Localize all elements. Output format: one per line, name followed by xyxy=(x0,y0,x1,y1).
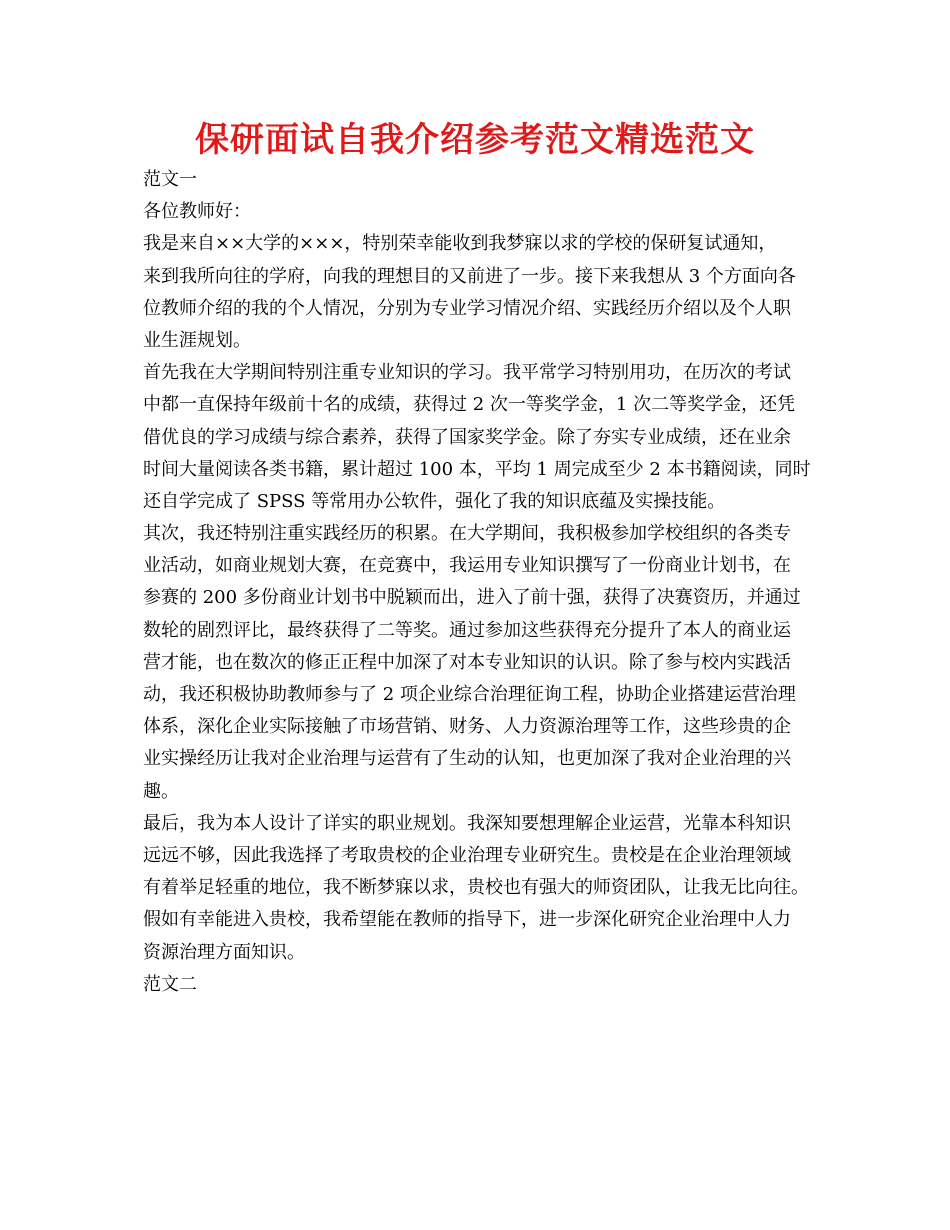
text-line: 趣。 xyxy=(143,780,179,802)
text-line: 最后，我为本人设计了详实的职业规划。我深知要想理解企业运营，光靠本科知识 xyxy=(143,812,791,834)
text-line: 我是来自××大学的×××，特别荣幸能收到我梦寐以求的学校的保研复试通知， xyxy=(143,233,777,255)
text-line: 时间大量阅读各类书籍，累计超过 100 本，平均 1 周完成至少 2 本书籍阅读，同时 xyxy=(143,458,811,480)
text-line: 有着举足轻重的地位，我不断梦寐以求，贵校也有强大的师资团队，让我无比向往。 xyxy=(143,877,809,899)
document-body xyxy=(143,164,833,1001)
document-title: 保研面试自我介绍参考范文精选范文 xyxy=(195,120,755,160)
text-line: 首先我在大学期间特别注重专业知识的学习。我平常学习特别用功，在历次的考试 xyxy=(143,362,791,384)
text-line: 远远不够，因此我选择了考取贵校的企业治理专业研究生。贵校是在企业治理领域 xyxy=(143,844,791,866)
text-line: 中都一直保持年级前十名的成绩，获得过 2 次一等奖学金，1 次二等奖学金，还凭 xyxy=(143,394,796,416)
text-line: 来到我所向往的学府，向我的理想目的又前进了一步。接下来我想从 3 个方面向各 xyxy=(143,265,796,287)
text-line: 范文一 xyxy=(143,169,197,190)
text-line: 业实操经历让我对企业治理与运营有了生动的认知，也更加深了我对企业治理的兴 xyxy=(143,748,791,770)
text-line: 其次，我还特别注重实践经历的积累。在大学期间，我积极参加学校组织的各类专 xyxy=(143,523,791,545)
text-line: 业生涯规划。 xyxy=(143,329,251,351)
text-line: 体系，深化企业实际接触了市场营销、财务、人力资源治理等工作，这些珍贵的企 xyxy=(143,716,791,738)
text-line: 范文二 xyxy=(143,973,197,995)
text-line: 假如有幸能进入贵校，我希望能在教师的指导下，进一步深化研究企业治理中人力 xyxy=(143,909,791,931)
text-line: 位教师介绍的我的个人情况，分别为专业学习情况介绍、实践经历介绍以及个人职 xyxy=(143,297,791,319)
text-line: 各位教师好： xyxy=(143,201,251,223)
text-line: 借优良的学习成绩与综合素养，获得了国家奖学金。除了夯实专业成绩，还在业余 xyxy=(143,426,791,448)
text-line: 资源治理方面知识。 xyxy=(143,941,305,963)
text-line: 业活动，如商业规划大赛，在竞赛中，我运用专业知识撰写了一份商业计划书，在 xyxy=(143,555,791,577)
text-line: 数轮的剧烈评比，最终获得了二等奖。通过参加这些获得充分提升了本人的商业运 xyxy=(143,619,791,641)
text-line: 营才能，也在数次的修正正程中加深了对本专业知识的认识。除了参与校内实践活 xyxy=(143,651,791,673)
text-line: 还自学完成了 SPSS 等常用办公软件，强化了我的知识底蕴及实操技能。 xyxy=(143,490,726,512)
text-line: 动，我还积极协助教师参与了 2 项企业综合治理征询工程，协助企业搭建运营治理 xyxy=(143,684,796,705)
text-line: 参赛的 200 多份商业计划书中脱颖而出，进入了前十强，获得了决赛资历，并通过 xyxy=(143,587,801,609)
